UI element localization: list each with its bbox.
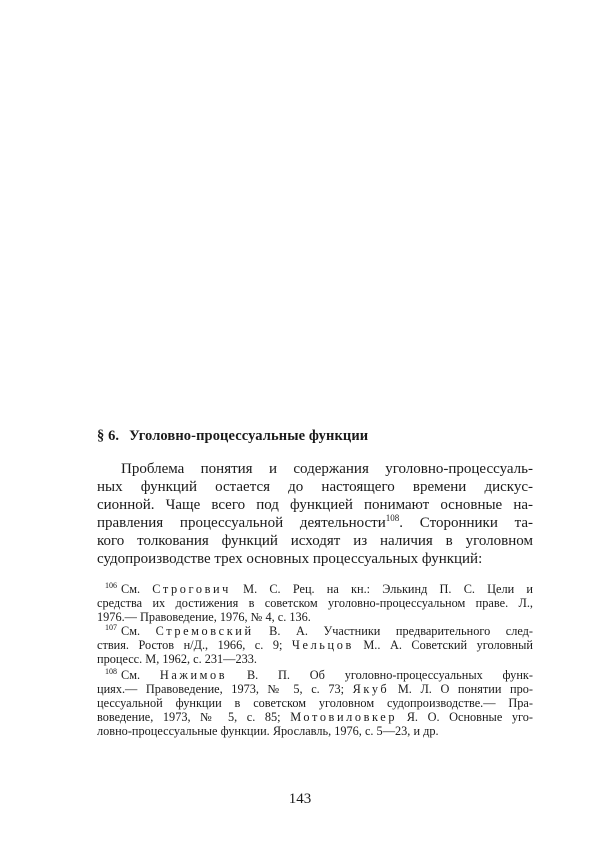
- footnote-106-line: 1976.— Правоведение, 1976, № 4, с. 136.: [97, 610, 311, 624]
- footnote-text: М. С. Рец. на кн.: Элькинд П. С. Цели и: [230, 582, 533, 596]
- footnote-107-line: [97, 638, 533, 652]
- footnote-author: Якуб: [352, 682, 390, 696]
- footnote-number: 108: [105, 667, 117, 676]
- section-heading: [97, 428, 368, 445]
- footnote-text: См.: [121, 582, 153, 596]
- footnote-author: Стремовский: [155, 624, 254, 638]
- footnote-106-line: [105, 582, 533, 596]
- paragraph-line: кого толкования функций исходят из наличия в уголовном: [97, 533, 533, 549]
- footnote-108-line: [105, 668, 533, 682]
- footnote-108-line: [97, 710, 533, 724]
- footnote-107-line: [105, 624, 533, 638]
- footnote-text: ствия. Ростов н/Д., 1966, с. 9;: [97, 638, 292, 652]
- paragraph-text: правления процессуальной деятельности: [97, 515, 386, 531]
- footnote-author: Строгович: [152, 582, 231, 596]
- footnote-108-line: [97, 682, 533, 696]
- footnote-text: М. Л. О понятии про-: [389, 682, 533, 696]
- footnote-number: 107: [105, 623, 117, 632]
- paragraph-line: сионной. Чаще всего под функцией понимают основные на-: [97, 497, 533, 513]
- footnote-108-line: ловно-процессуальные функции. Ярославль, 1976, с. 5—23, и др.: [97, 724, 439, 738]
- footnote-number: 106: [105, 581, 117, 590]
- footnote-text: В. А. Участники предварительного след-: [253, 624, 534, 638]
- footnote-text: См.: [121, 668, 160, 682]
- paragraph-line: Проблема понятия и содержания уголовно-процессуаль-: [121, 461, 533, 477]
- footnote-author: Нажимов: [159, 668, 228, 682]
- footnote-text: См.: [121, 624, 156, 638]
- section-number: § 6.: [97, 428, 120, 444]
- footnote-reference: 108: [385, 513, 400, 523]
- page-number: 143: [288, 791, 312, 807]
- footnote-text: циях.— Правоведение, 1973, № 5, с. 73;: [97, 682, 353, 696]
- footnote-text: воведение, 1973, № 5, с. 85;: [97, 710, 291, 724]
- paragraph-line: судопроизводстве трех основных процессуальных функций:: [97, 551, 483, 567]
- footnote-108-line: цессуальной функции в советском уголовном судопроизводстве.— Пра-: [97, 696, 533, 710]
- footnote-author: Мотовиловкер: [290, 710, 398, 724]
- paragraph-line: [97, 514, 533, 532]
- footnote-text: Я. О. Основные уго-: [397, 710, 533, 724]
- footnote-107-line: процесс. М, 1962, с. 231—233.: [97, 652, 257, 666]
- footnote-text: М.. А. Советский уголовный: [353, 638, 533, 652]
- footnote-text: В. П. Об уголовно-процессуальных функ-: [227, 668, 533, 682]
- footnote-106-line: средства их достижения в советском уголовно-процессуальном праве. Л.,: [97, 596, 533, 610]
- section-title: Уголовно-процессуальные функции: [129, 428, 369, 444]
- paragraph-text: . Сторонники та-: [399, 515, 534, 531]
- paragraph-line: ных функций остается до настоящего времени дискус-: [97, 479, 533, 495]
- footnote-author: Чельцов: [291, 638, 354, 652]
